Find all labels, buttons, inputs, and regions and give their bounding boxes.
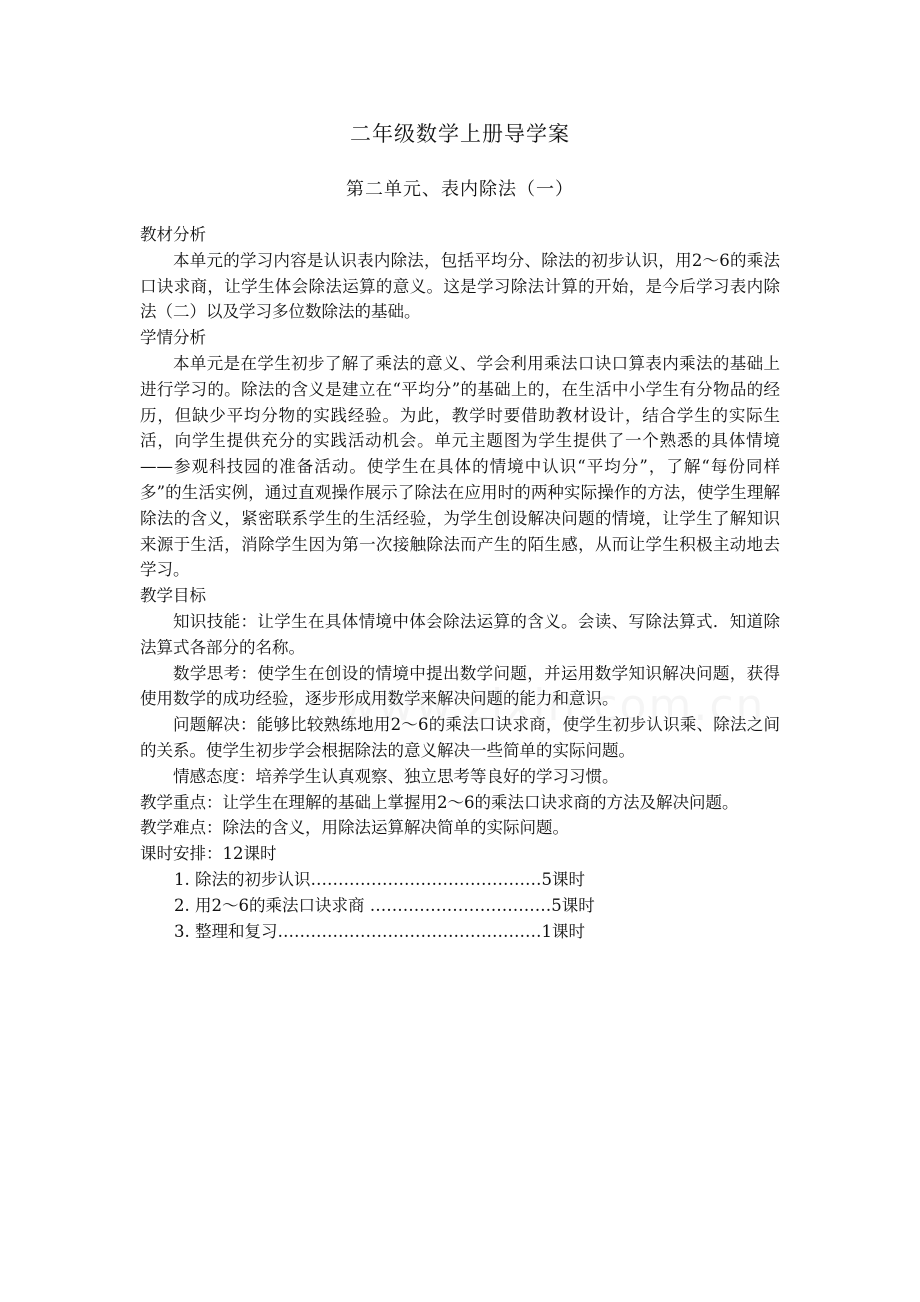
- schedule-item: 3. 整理和复习…………………………………………1课时: [174, 921, 585, 941]
- watermark: [340, 680, 765, 731]
- difficulty: 教学难点：除法的含义，用除法运算解决简单的实际问题。: [140, 818, 569, 838]
- goal-emotion: 情感态度：培养学生认真观察、独立思考等良好的学习习惯。: [173, 766, 619, 786]
- document-subtitle: 第二单元、表内除法（一）: [346, 179, 574, 200]
- section-heading-goals: 教学目标: [140, 586, 206, 606]
- schedule-item: 2. 用2～6的乘法口诀求商 ……………………………5课时: [174, 895, 595, 915]
- key-point: 教学重点：让学生在理解的基础上掌握用2～6的乘法口诀求商的方法及解决问题。: [140, 792, 739, 812]
- analysis-paragraph: 本单元的学习内容是认识表内除法，包括平均分、除法的初步认识，用2～6的乘法口诀求商，让学生体会除法运算的意义。这是学习除法计算的开始，是今后学习表内除法（二）以及学习多位数除法的基础。: [140, 250, 780, 322]
- goal-knowledge: 知识技能：让学生在具体情境中体会除法运算的含义。会读、写除法算式．知道除法算式各部分的名称。: [140, 611, 780, 657]
- section-heading-analysis: 教材分析: [140, 225, 206, 244]
- schedule: 课时安排：12课时: [140, 844, 277, 864]
- section-heading-learning: 学情分析: [140, 328, 206, 348]
- goal-thinking: 数学思考：使学生在创设的情境中提出数学问题，并运用数学知识解决问题，获得使用数学的成功经验，逐步形成用数学来解决问题的能力和意识。: [140, 663, 780, 709]
- document-body: [140, 222, 780, 944]
- document-title: 二年级数学上册导学案: [350, 122, 570, 146]
- goal-problem: 问题解决：能够比较熟练地用2～6的乘法口诀求商，使学生初步认识乘、除法之间的关系。使学生初步学会根据除法的意义解决一些简单的实际问题。: [140, 715, 780, 760]
- learning-paragraph: 本单元是在学生初步了解了乘法的意义、学会利用乘法口诀口算表内乘法的基础上进行学习的。除法的含义是建立在“平均分”的基础上的，在生活中小学生有分物品的经历，但缺少平均分物的实践经验。为此，教学时要借助教材设计，结合学生的实际生活，向学生提供充分的实践活动机会。单元主题图为学生提供了一个熟悉的具体情境——参观科技园的准备活动。使学生在具体的情境中认识“平均分”，了解“每份同样多”的生活实例，通过直观操作展示了除法在应用时的两种实际操作的方法，使学生理解除法的含义，紧密联系学生的生活经验，为学生创设解决问题的情境，让学生了解知识来源于生活，消除学生因为第一次接触除法而产生的陌生感，从而让学生积极主动地去学习。: [140, 353, 780, 580]
- schedule-item: 1. 除法的初步认识……………………………………5课时: [174, 869, 585, 889]
